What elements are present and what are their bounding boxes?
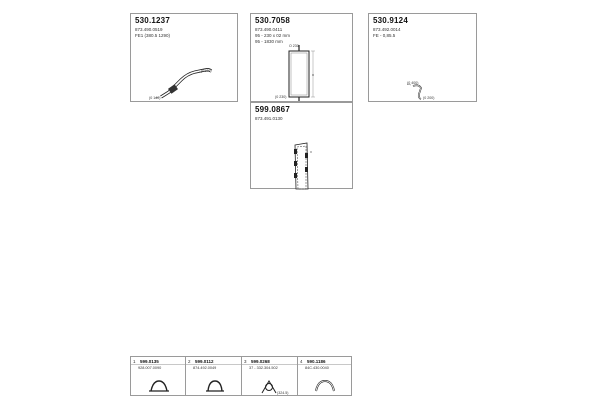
accessory-code: 874.492.0049 bbox=[193, 366, 217, 370]
accessory-index: 2 bbox=[188, 359, 191, 364]
exhaust-pipe-drawing bbox=[131, 14, 239, 103]
accessory-part-number: 590.1186 bbox=[307, 359, 326, 364]
clamp-icon bbox=[131, 357, 186, 395]
part-spec-line: 873.490.0411 bbox=[255, 27, 283, 32]
accessory-cell bbox=[131, 357, 186, 395]
part-spec-line: 873.491.0130 bbox=[255, 116, 283, 121]
dimension-label: (0 140) bbox=[149, 96, 161, 100]
accessory-part-number: 599.0135 bbox=[140, 359, 159, 364]
dimension-label: (0 200) bbox=[423, 96, 435, 100]
accessory-code: 928.007.0090 bbox=[138, 366, 162, 370]
heat-shield-drawing bbox=[251, 103, 354, 190]
accessory-part-number: 599.0112 bbox=[195, 359, 214, 364]
accessory-cell bbox=[242, 357, 298, 395]
dimension-label: O 230 bbox=[289, 44, 299, 48]
accessory-cell bbox=[186, 357, 242, 395]
tailpipe-drawing bbox=[369, 14, 478, 103]
part-spec-line: 95 - 230 x 02 mm bbox=[255, 33, 291, 38]
part-spec-line: 95 - 1830 mm bbox=[255, 39, 283, 44]
hanger-icon bbox=[298, 357, 351, 395]
part-card-530-1237 bbox=[130, 13, 238, 102]
dimension-label: (0 400) bbox=[407, 81, 419, 85]
accessory-part-number: 599.0268 bbox=[251, 359, 270, 364]
accessory-index: 3 bbox=[244, 359, 247, 364]
part-card-530-9124 bbox=[368, 13, 477, 102]
accessory-code: 37 - 332.304.502 bbox=[249, 366, 278, 370]
muffler-drawing bbox=[251, 14, 354, 103]
accessory-index: 1 bbox=[133, 359, 136, 364]
clamp-icon bbox=[186, 357, 242, 395]
part-card-599-0867 bbox=[250, 102, 353, 189]
part-spec-line: FE - 0,85.5 bbox=[373, 33, 396, 38]
dimension-label: (0100) bbox=[201, 69, 212, 73]
part-number: 530.1237 bbox=[135, 16, 170, 25]
dimension-label: (0 230) bbox=[275, 95, 287, 99]
part-spec-line: 873.490.0519 bbox=[135, 27, 163, 32]
accessory-strip bbox=[130, 356, 352, 396]
part-number: 530.7058 bbox=[255, 16, 290, 25]
part-number: 599.0867 bbox=[255, 105, 290, 114]
accessory-code: 84C.430.0040 bbox=[305, 366, 329, 370]
bracket-icon bbox=[242, 357, 298, 395]
part-card-530-7058 bbox=[250, 13, 353, 102]
accessory-cell bbox=[298, 357, 351, 395]
dimension-label: (324.5) bbox=[277, 391, 289, 395]
part-number: 530.9124 bbox=[373, 16, 408, 25]
part-spec-line: FE1 (380.5 1290) bbox=[135, 33, 171, 38]
part-spec-line: 873.492.0014 bbox=[373, 27, 401, 32]
accessory-index: 4 bbox=[300, 359, 303, 364]
